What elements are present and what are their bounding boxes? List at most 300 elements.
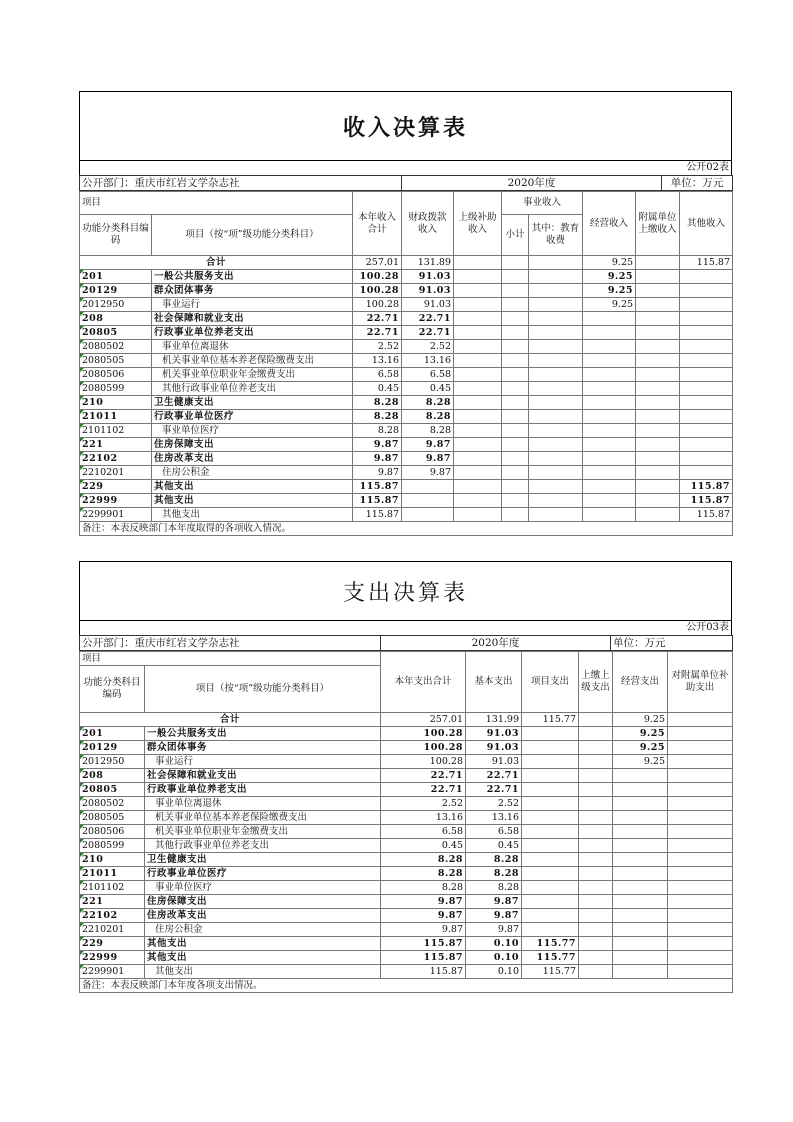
business-cell (583, 340, 636, 354)
table-row (80, 396, 733, 410)
code-cell: 229 (80, 937, 145, 951)
project-cell (522, 741, 579, 755)
code-cell: 2080599 (80, 382, 152, 396)
affiliated-cell (636, 494, 680, 508)
upper-cell (454, 424, 502, 438)
project-amount: 115.77 (522, 713, 579, 727)
basic-cell: 8.28 (466, 881, 522, 895)
fiscal-cell (402, 508, 454, 522)
project-cell (522, 769, 579, 783)
name-cell: 社会保障和就业支出 (152, 312, 353, 326)
upper-cell (579, 839, 613, 853)
project-cell: 115.77 (522, 951, 579, 965)
table-row (80, 340, 733, 354)
business-cell (583, 508, 636, 522)
project-cell (522, 783, 579, 797)
project-cell (522, 755, 579, 769)
total-cell: 8.28 (381, 853, 466, 867)
business-cell (613, 965, 668, 979)
name-cell: 社会保障和就业支出 (145, 769, 381, 783)
basic-cell: 8.28 (466, 853, 522, 867)
name-cell: 事业单位医疗 (145, 881, 381, 895)
edu-cell (529, 480, 583, 494)
basic-cell: 9.87 (466, 895, 522, 909)
subtotal-cell (502, 438, 529, 452)
name-cell: 其他支出 (152, 480, 353, 494)
name-cell: 其他行政事业单位养老支出 (145, 839, 381, 853)
total-cell: 13.16 (353, 354, 402, 368)
income-header-code: 功能分类科目编码 (80, 215, 152, 256)
basic-cell: 91.03 (466, 755, 522, 769)
income-statement-sheet (79, 91, 732, 536)
fiscal-cell: 9.87 (402, 452, 454, 466)
table-row (80, 438, 733, 452)
expense-header-upper: 上缴上级支出 (579, 652, 613, 713)
table-row (80, 508, 733, 522)
code-cell: 2080506 (80, 825, 145, 839)
upper-cell (454, 466, 502, 480)
edu-cell (529, 298, 583, 312)
edu-cell (529, 424, 583, 438)
fiscal-cell (402, 494, 454, 508)
expense-year: 2020年度 (381, 636, 611, 651)
basic-cell: 6.58 (466, 825, 522, 839)
fiscal-cell: 9.87 (402, 438, 454, 452)
code-cell: 20805 (80, 783, 145, 797)
total-cell: 115.87 (381, 965, 466, 979)
fiscal-cell (402, 480, 454, 494)
table-row (80, 797, 733, 811)
upper-cell (579, 867, 613, 881)
table-row (80, 811, 733, 825)
table-row (80, 480, 733, 494)
upper-cell (454, 354, 502, 368)
code-cell: 2101102 (80, 881, 145, 895)
other-cell (680, 312, 733, 326)
business-cell (583, 424, 636, 438)
upper-cell (454, 508, 502, 522)
income-title: 收入决算表 (79, 91, 732, 160)
subtotal-cell (502, 354, 529, 368)
project-cell (522, 727, 579, 741)
basic-cell: 0.10 (466, 951, 522, 965)
code-cell: 2012950 (80, 755, 145, 769)
table-row (80, 466, 733, 480)
name-cell: 行政事业单位养老支出 (152, 326, 353, 340)
business-cell: 9.25 (583, 270, 636, 284)
income-header-subtotal: 小计 (502, 215, 529, 256)
table-row (80, 354, 733, 368)
affiliated-amount (668, 713, 733, 727)
name-cell: 机关事业单位职业年金缴费支出 (145, 825, 381, 839)
business-cell (583, 480, 636, 494)
affiliated-cell (668, 727, 733, 741)
total-cell: 13.16 (381, 811, 466, 825)
affiliated-cell (668, 909, 733, 923)
upper-cell (454, 368, 502, 382)
project-cell (522, 825, 579, 839)
code-cell: 22999 (80, 951, 145, 965)
name-cell: 卫生健康支出 (152, 396, 353, 410)
business-cell (613, 783, 668, 797)
edu-cell (529, 410, 583, 424)
expense-meta-table (79, 635, 733, 651)
total-cell: 6.58 (381, 825, 466, 839)
subtotal-cell (502, 312, 529, 326)
affiliated-cell (636, 480, 680, 494)
total-cell: 2.52 (381, 797, 466, 811)
total-cell: 115.87 (353, 494, 402, 508)
code-cell: 229 (80, 480, 152, 494)
code-cell: 201 (80, 270, 152, 284)
business-cell (583, 452, 636, 466)
fiscal-cell: 6.58 (402, 368, 454, 382)
subtotal-cell (502, 466, 529, 480)
business-cell (613, 951, 668, 965)
subtotal-cell (502, 424, 529, 438)
table-row (80, 937, 733, 951)
basic-cell: 9.87 (466, 923, 522, 937)
other-cell (680, 340, 733, 354)
edu-cell (529, 466, 583, 480)
edu-cell (529, 396, 583, 410)
total-cell: 9.87 (381, 923, 466, 937)
affiliated-cell (636, 312, 680, 326)
upper-cell (454, 396, 502, 410)
project-cell (522, 811, 579, 825)
fiscal-cell: 22.71 (402, 312, 454, 326)
affiliated-cell (668, 811, 733, 825)
upper-cell (454, 452, 502, 466)
name-cell: 其他支出 (152, 508, 353, 522)
fiscal-cell: 91.03 (402, 284, 454, 298)
subtotal-cell (502, 480, 529, 494)
table-row (80, 783, 733, 797)
subtotal-cell (502, 452, 529, 466)
table-row (80, 769, 733, 783)
name-cell: 其他支出 (145, 951, 381, 965)
business-cell (583, 494, 636, 508)
basic-cell: 13.16 (466, 811, 522, 825)
affiliated-cell (668, 839, 733, 853)
code-cell: 208 (80, 312, 152, 326)
total-cell: 100.28 (353, 298, 402, 312)
basic-cell: 22.71 (466, 769, 522, 783)
basic-cell: 0.10 (466, 937, 522, 951)
name-cell: 住房改革支出 (145, 909, 381, 923)
expense-header-affiliated: 对附属单位补助支出 (668, 652, 733, 713)
business-cell (613, 937, 668, 951)
subtotal-cell (502, 326, 529, 340)
business-cell (613, 797, 668, 811)
income-header-upper: 上级补助收入 (454, 192, 502, 256)
income-meta-table (79, 175, 733, 191)
other-cell (680, 424, 733, 438)
upper-cell (454, 312, 502, 326)
name-cell: 行政事业单位医疗 (152, 410, 353, 424)
name-cell: 一般公共服务支出 (145, 727, 381, 741)
affiliated-cell (636, 298, 680, 312)
total-cell: 9.87 (353, 466, 402, 480)
other-cell: 115.87 (680, 508, 733, 522)
business-cell (613, 867, 668, 881)
total-cell: 9.87 (353, 438, 402, 452)
project-cell: 115.77 (522, 937, 579, 951)
total-cell: 100.28 (353, 270, 402, 284)
other-cell (680, 438, 733, 452)
table-row (80, 881, 733, 895)
upper-cell (579, 741, 613, 755)
upper-cell (579, 825, 613, 839)
code-cell: 2080599 (80, 839, 145, 853)
total-cell: 115.87 (381, 951, 466, 965)
total-cell: 0.45 (353, 382, 402, 396)
basic-amount: 131.99 (466, 713, 522, 727)
other-cell (680, 410, 733, 424)
edu-cell (529, 284, 583, 298)
basic-cell: 0.45 (466, 839, 522, 853)
project-cell: 115.77 (522, 965, 579, 979)
business-cell (583, 312, 636, 326)
fiscal-cell: 9.87 (402, 466, 454, 480)
table-row (80, 965, 733, 979)
code-cell: 2299901 (80, 508, 152, 522)
expense-table-body (80, 713, 733, 979)
affiliated-cell (668, 853, 733, 867)
code-cell: 2080505 (80, 811, 145, 825)
affiliated-cell (668, 741, 733, 755)
name-cell: 事业单位医疗 (152, 424, 353, 438)
subtotal-cell (502, 382, 529, 396)
expense-header-project-exp: 项目支出 (522, 652, 579, 713)
table-row (80, 755, 733, 769)
other-cell (680, 382, 733, 396)
table-row (80, 452, 733, 466)
total-amount: 257.01 (353, 256, 402, 270)
affiliated-cell (668, 965, 733, 979)
affiliated-cell (636, 354, 680, 368)
subtotal-cell (502, 508, 529, 522)
code-cell: 22102 (80, 909, 145, 923)
table-row (80, 382, 733, 396)
project-cell (522, 839, 579, 853)
code-cell: 210 (80, 853, 145, 867)
upper-cell (579, 811, 613, 825)
fiscal-cell: 91.03 (402, 298, 454, 312)
upper-amount (454, 256, 502, 270)
expense-unit: 单位：万元 (611, 636, 733, 651)
edu-cell (529, 452, 583, 466)
business-cell (583, 368, 636, 382)
expense-header-business: 经营支出 (613, 652, 668, 713)
fiscal-cell: 0.45 (402, 382, 454, 396)
project-cell (522, 853, 579, 867)
upper-cell (579, 937, 613, 951)
code-cell: 2299901 (80, 965, 145, 979)
affiliated-cell (668, 769, 733, 783)
code-cell: 201 (80, 727, 145, 741)
upper-cell (579, 769, 613, 783)
name-cell: 其他支出 (152, 494, 353, 508)
total-cell: 100.28 (381, 727, 466, 741)
total-cell: 100.28 (381, 755, 466, 769)
affiliated-cell (668, 867, 733, 881)
table-row (80, 410, 733, 424)
business-cell (613, 825, 668, 839)
upper-cell (579, 965, 613, 979)
code-cell: 221 (80, 438, 152, 452)
total-cell: 6.58 (353, 368, 402, 382)
table-row (80, 424, 733, 438)
total-cell: 22.71 (353, 326, 402, 340)
business-cell (613, 895, 668, 909)
upper-cell (454, 410, 502, 424)
total-cell: 0.45 (381, 839, 466, 853)
table-row (80, 867, 733, 881)
table-row (80, 312, 733, 326)
code-cell: 2012950 (80, 298, 152, 312)
upper-cell (454, 298, 502, 312)
name-cell: 住房公积金 (145, 923, 381, 937)
business-cell: 9.25 (583, 298, 636, 312)
expense-header-basic: 基本支出 (466, 652, 522, 713)
table-row (80, 839, 733, 853)
income-header-name: 项目（按“项”级功能分类科目） (152, 215, 353, 256)
project-cell (522, 909, 579, 923)
affiliated-cell (668, 783, 733, 797)
name-cell: 住房保障支出 (152, 438, 353, 452)
table-row (80, 909, 733, 923)
table-row (80, 494, 733, 508)
affiliated-cell (636, 410, 680, 424)
business-cell (613, 853, 668, 867)
expense-note: 备注：本表反映部门本年度各项支出情况。 (80, 979, 733, 993)
name-cell: 机关事业单位基本养老保险缴费支出 (145, 811, 381, 825)
total-cell: 9.87 (353, 452, 402, 466)
total-cell: 115.87 (381, 937, 466, 951)
affiliated-cell (668, 797, 733, 811)
edu-amount (529, 256, 583, 270)
income-table-body (80, 256, 733, 522)
business-cell: 9.25 (613, 727, 668, 741)
business-cell (613, 769, 668, 783)
table-row (80, 284, 733, 298)
name-cell: 事业单位离退休 (152, 340, 353, 354)
income-header-edu: 其中：教育收费 (529, 215, 583, 256)
business-cell (583, 466, 636, 480)
other-amount: 115.87 (680, 256, 733, 270)
code-cell: 22999 (80, 494, 152, 508)
table-row (80, 326, 733, 340)
code-cell: 20129 (80, 284, 152, 298)
upper-cell (579, 895, 613, 909)
upper-cell (454, 340, 502, 354)
expense-table (79, 651, 733, 993)
code-cell: 208 (80, 769, 145, 783)
table-row (80, 895, 733, 909)
business-cell (583, 438, 636, 452)
affiliated-cell (636, 270, 680, 284)
income-header-career: 事业收入 (502, 192, 583, 215)
affiliated-cell (636, 340, 680, 354)
affiliated-cell (636, 326, 680, 340)
code-cell: 20805 (80, 326, 152, 340)
business-amount: 9.25 (583, 256, 636, 270)
upper-cell (454, 326, 502, 340)
code-cell: 22102 (80, 452, 152, 466)
total-cell: 8.28 (381, 867, 466, 881)
affiliated-amount (636, 256, 680, 270)
code-cell: 20129 (80, 741, 145, 755)
fiscal-cell: 8.28 (402, 424, 454, 438)
upper-cell (454, 480, 502, 494)
expense-header-code: 功能分类科目编码 (80, 666, 145, 713)
upper-cell (579, 727, 613, 741)
business-cell: 9.25 (583, 284, 636, 298)
income-header-business: 经营收入 (583, 192, 636, 256)
fiscal-amount: 131.89 (402, 256, 454, 270)
expense-form-number: 公开03表 (79, 620, 732, 635)
income-unit: 单位：万元 (662, 176, 733, 191)
total-amount: 257.01 (381, 713, 466, 727)
name-cell: 卫生健康支出 (145, 853, 381, 867)
basic-cell: 22.71 (466, 783, 522, 797)
upper-cell (579, 797, 613, 811)
code-cell: 21011 (80, 410, 152, 424)
upper-cell (579, 923, 613, 937)
affiliated-cell (668, 937, 733, 951)
edu-cell (529, 270, 583, 284)
edu-cell (529, 438, 583, 452)
total-cell: 2.52 (353, 340, 402, 354)
income-total-row (80, 256, 733, 270)
subtotal-cell (502, 284, 529, 298)
edu-cell (529, 354, 583, 368)
upper-cell (579, 853, 613, 867)
upper-cell (579, 881, 613, 895)
expense-header-name: 项目（按“项”级功能分类科目） (145, 666, 381, 713)
other-cell (680, 284, 733, 298)
other-cell: 115.87 (680, 480, 733, 494)
upper-cell (454, 438, 502, 452)
edu-cell (529, 312, 583, 326)
table-row (80, 923, 733, 937)
total-cell: 100.28 (353, 284, 402, 298)
affiliated-cell (668, 951, 733, 965)
subtotal-cell (502, 270, 529, 284)
project-cell (522, 881, 579, 895)
name-cell: 机关事业单位基本养老保险缴费支出 (152, 354, 353, 368)
name-cell: 行政事业单位养老支出 (145, 783, 381, 797)
table-row (80, 368, 733, 382)
table-row (80, 951, 733, 965)
other-cell (680, 270, 733, 284)
name-cell: 其他支出 (145, 965, 381, 979)
upper-cell (579, 909, 613, 923)
basic-cell: 91.03 (466, 741, 522, 755)
name-cell: 住房改革支出 (152, 452, 353, 466)
business-cell (583, 354, 636, 368)
business-cell (583, 396, 636, 410)
total-cell: 115.87 (353, 480, 402, 494)
income-header-other: 其他收入 (680, 192, 733, 256)
table-row (80, 825, 733, 839)
business-cell (613, 923, 668, 937)
code-cell: 21011 (80, 867, 145, 881)
business-cell (583, 326, 636, 340)
other-cell (680, 452, 733, 466)
expense-header-total: 本年支出合计 (381, 652, 466, 713)
